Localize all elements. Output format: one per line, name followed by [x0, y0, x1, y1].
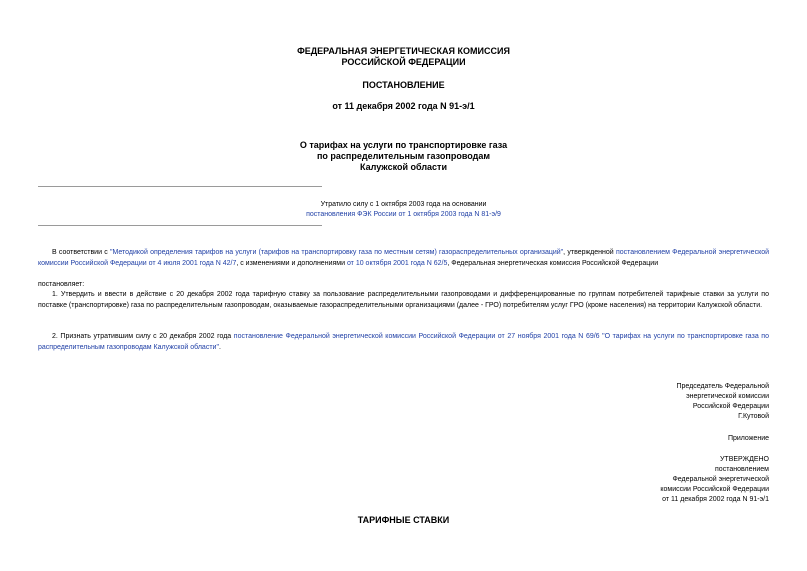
doc-title-line1: О тарифах на услуги по транспортировке газа	[299, 140, 508, 150]
paragraph-preamble	[38, 248, 769, 269]
methodology-link[interactable]: "Методикой определения тарифов на услуги (тарифов на транспортировку газа по местным сетям) газораспределительных организаций"	[110, 249, 564, 256]
preamble-text: , Федеральная энергетическая комиссия Российской Федерации	[447, 259, 659, 267]
signature-name: Г.Кутовой	[738, 413, 769, 420]
signature-block	[469, 382, 769, 422]
approval-line1: постановлением	[715, 466, 769, 473]
signature-line1: Председатель Федеральной	[676, 383, 769, 390]
approval-line2: Федеральной энергетической	[672, 476, 769, 483]
doc-type: ПОСТАНОВЛЕНИЕ	[362, 80, 445, 90]
divider-top	[38, 186, 322, 187]
item-2-text: 2. Признать утратившим силу с 20 декабря 2002 года	[52, 333, 234, 340]
preamble-text: , с изменениями и дополнениями	[236, 259, 347, 267]
preamble-text: , утвержденной	[563, 249, 616, 256]
appendix-label: Приложение	[727, 435, 769, 442]
signature-line2: энергетической комиссии	[686, 393, 769, 400]
org-name-line2: РОССИЙСКОЙ ФЕДЕРАЦИИ	[341, 57, 466, 67]
amendment-link[interactable]: от 10 октября 2001 года N 62/5	[346, 259, 448, 267]
approval-line4: от 11 декабря 2002 года N 91-э/1	[662, 496, 769, 503]
item-2-text: .	[218, 343, 221, 351]
org-name-line1: ФЕДЕРАЛЬНАЯ ЭНЕРГЕТИЧЕСКАЯ КОМИССИЯ	[297, 46, 510, 56]
divider-bottom	[38, 225, 322, 226]
approval-block	[469, 455, 769, 505]
approved-label: УТВЕРЖДЕНО	[719, 456, 769, 463]
preamble-text: В соответствии с	[52, 249, 110, 256]
approval-line3: комиссии Российской Федерации	[660, 486, 769, 493]
doc-date: от 11 декабря 2002 года N 91-э/1	[332, 101, 475, 111]
paragraph-resolves: постановляет:	[38, 281, 85, 288]
resolution-link[interactable]: постановлением Федеральной энергетической комиссии Российской Федерации от 4 июля 2001 года N 42/7	[38, 249, 770, 267]
status-note: Утратило силу с 1 октября 2003 года на основании	[320, 201, 487, 208]
paragraph-item-1: 1. Утвердить и ввести в действие с 20 декабря 2002 года тарифную ставку за пользование распределительными газопроводами и дифференцированные по группам потребителей тарифные ставки за услуги по поставке (транспортировке) газа по распределительным газопроводам, оказываемые газораспределительными организациями (далее - ГРО) потребителям услуг ГРО (кроме населения) на территории Калужской области.	[38, 291, 769, 309]
paragraph-item-2	[38, 332, 769, 353]
doc-title-line2: по распределительным газопроводам	[316, 151, 490, 161]
section-title: ТАРИФНЫЕ СТАВКИ	[357, 515, 450, 525]
repealed-resolution-link[interactable]: постановление Федеральной энергетической комиссии Российской Федерации от 27 ноября 2001 года N 69/6 "О тарифах на услуги по транспортировке газа по распределительным газопроводам Калужской области"	[38, 333, 769, 351]
status-link[interactable]: постановления ФЭК России от 1 октября 2003 года N 81-э/9	[306, 211, 501, 218]
doc-title-line3: Калужской области	[359, 162, 447, 172]
signature-line3: Российской Федерации	[692, 403, 769, 410]
